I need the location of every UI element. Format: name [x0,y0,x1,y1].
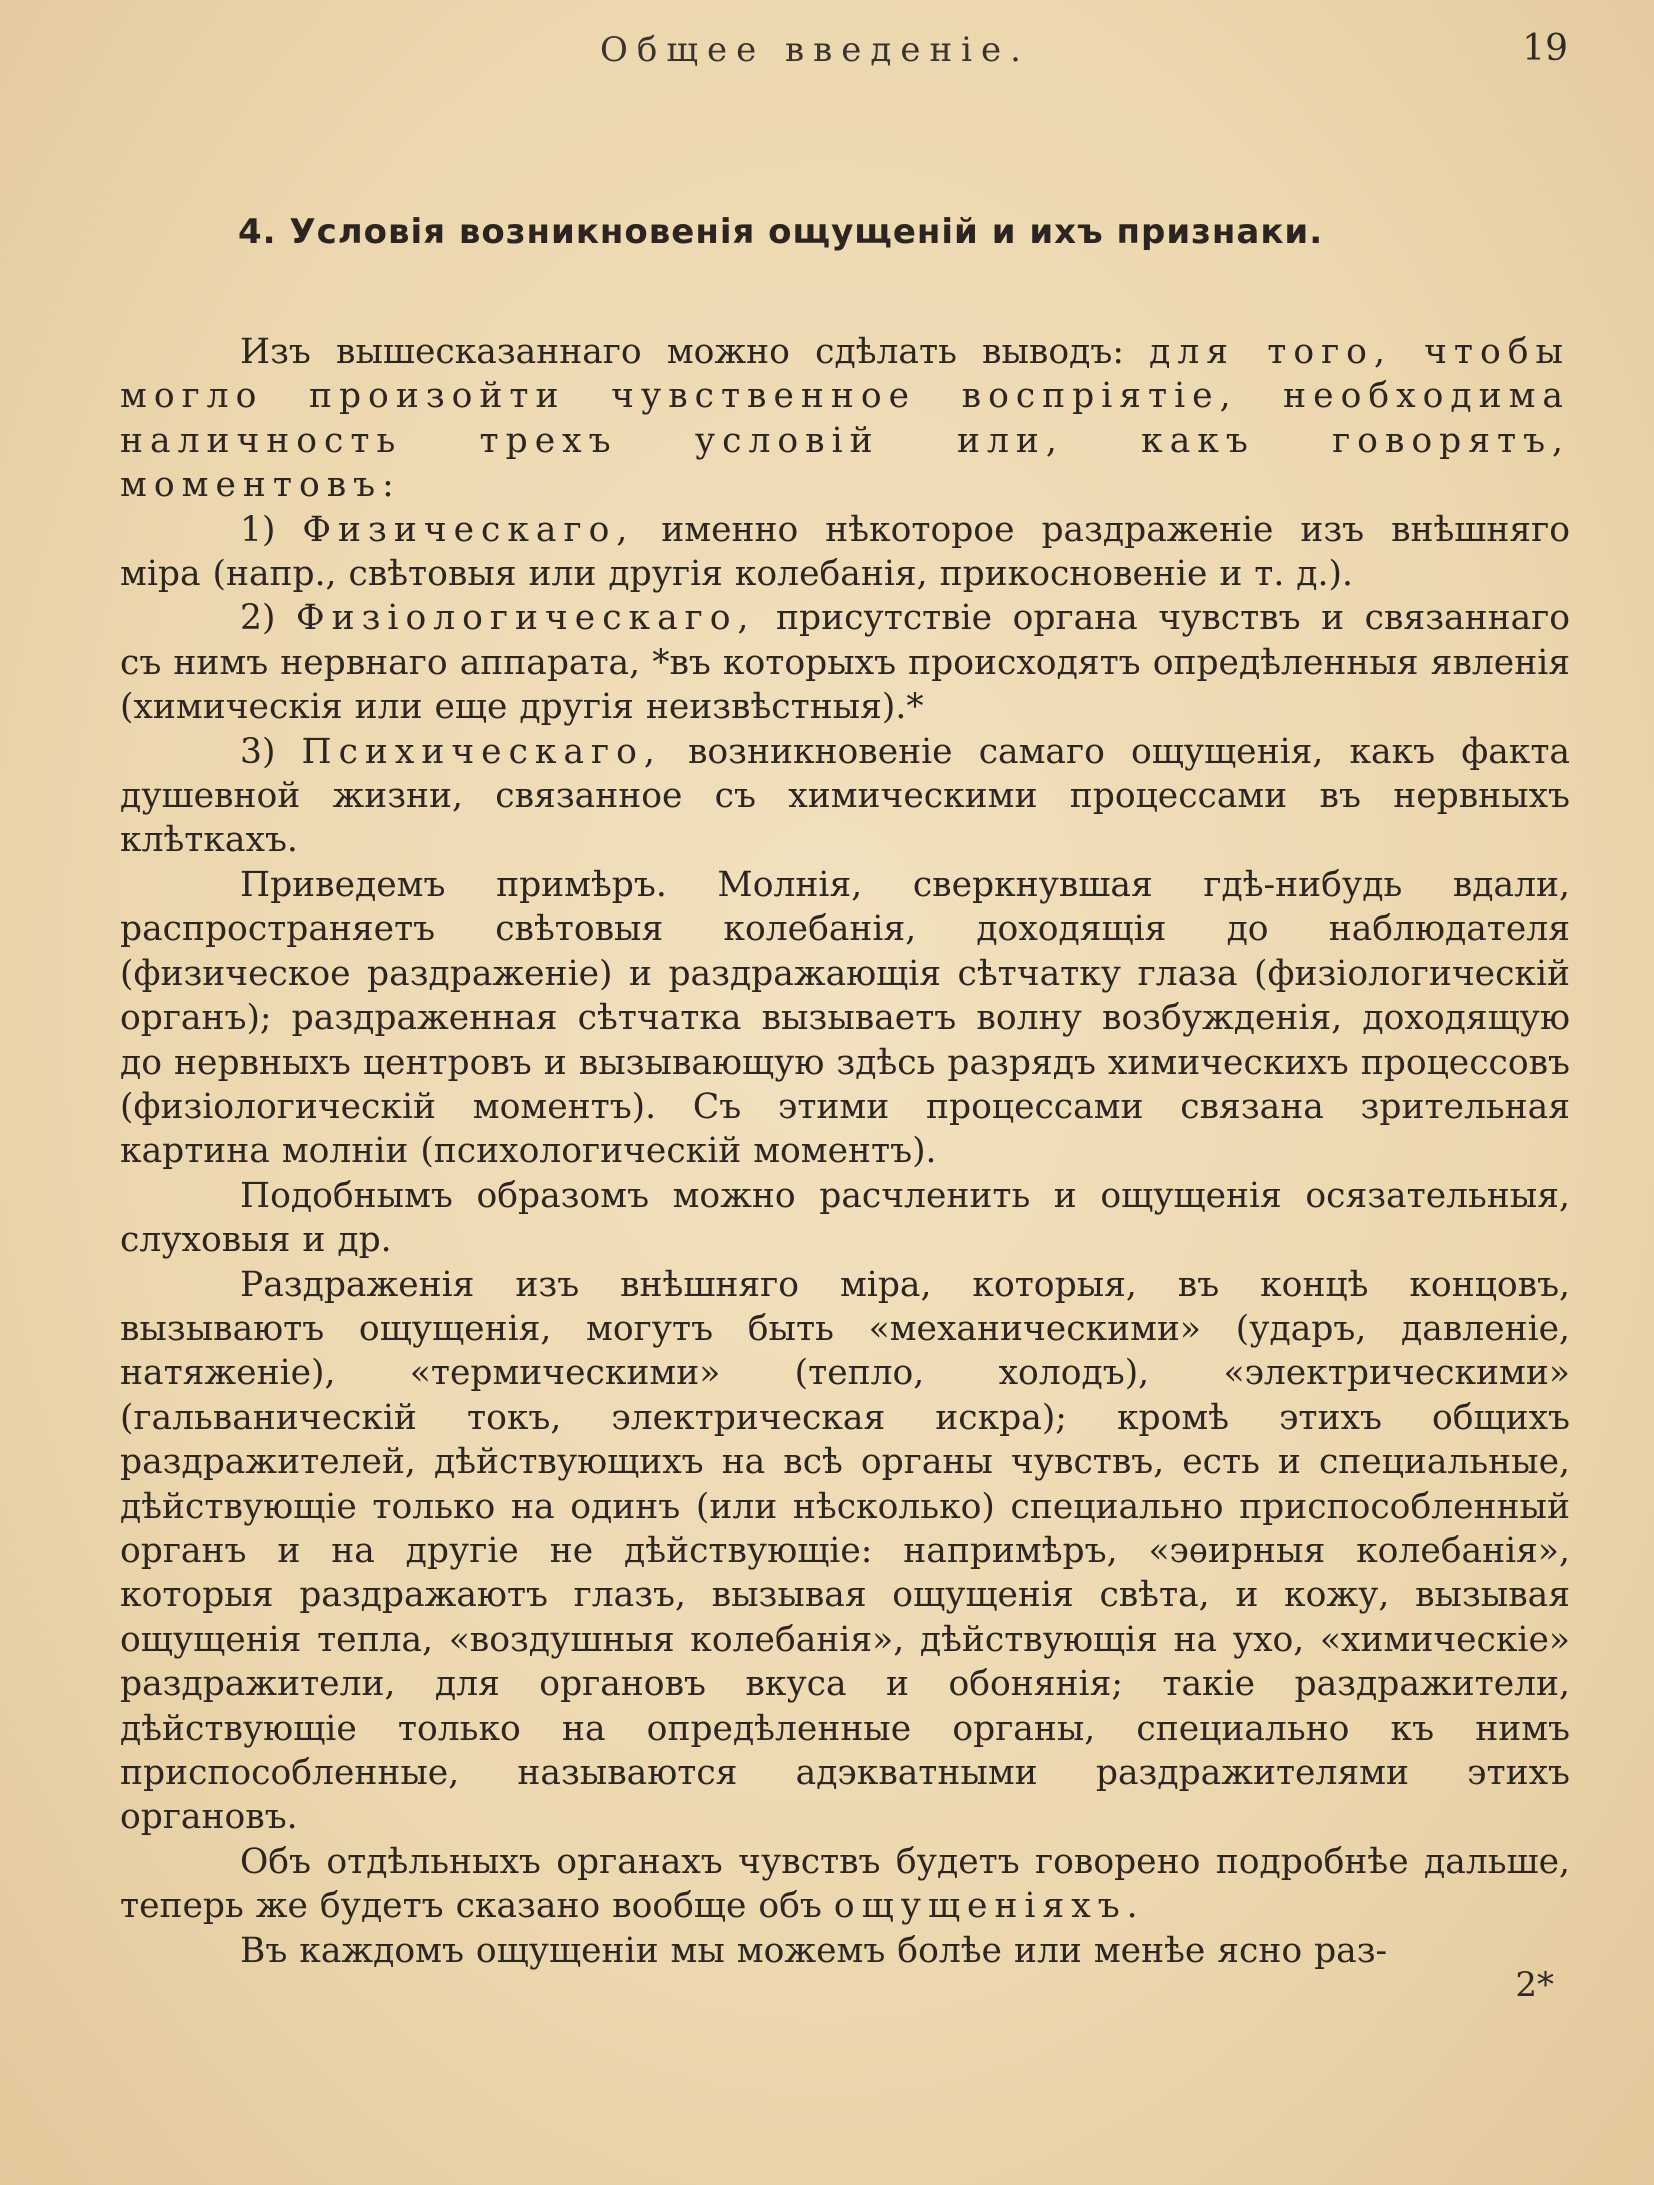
paragraph-conditions-intro [120,330,1570,508]
paragraph-text: Раздраженія изъ внѣшняго міра, которыя, въ концѣ концовъ, вызываютъ ощущенія, могутъ быть «механическими» (ударъ, давленіе, натяженіе), «термическими» (тепло, холодъ), «электрическими» (гальваническій токъ, электрическая искра); кромѣ этихъ общихъ раздражителей, дѣйствующихъ на всѣ органы чувствъ, есть и специальные, дѣйствующіе только на одинъ (или нѣсколько) специально приспособленный органъ и на другіе не дѣйствующіе: напримѣръ, «эѳирныя колебанія», которыя раздражаютъ глазъ, вызывая ощущенія свѣта, и кожу, вызывая ощущенія тепла, «воздушныя колебанія», дѣйствующія на ухо, «химическіе» раздражители, для органовъ вкуса и обонянія; такіе раздражители, дѣйствующіе только на опредѣленные органы, специально къ нимъ приспособленные, называются адэкватными раздражителями этихъ органовъ. [120,1264,1570,1838]
paragraph-sense-organs [120,1840,1570,1929]
list-number: 1) [240,509,303,550]
paragraph-text: Подобнымъ образомъ можно расчленить и ощущенія осязательныя, слуховыя и др. [120,1175,1570,1261]
paragraph-psychic-moment [120,730,1570,863]
paragraph-physiological-moment [120,596,1570,729]
paragraph-lightning-example [120,863,1570,1174]
paragraph-text: Объ отдѣльныхъ органахъ чувствъ будетъ говорено подробнѣе дальше, теперь же будетъ сказано вообще объ [120,1841,1570,1927]
spaced-emphasis: Психическаго, [301,731,662,772]
running-title: Общее введеніе. [600,30,1030,70]
spaced-emphasis: Физическаго, [302,509,635,550]
paragraph-physical-moment [120,508,1570,597]
list-number: 3) [240,731,302,772]
paragraph-text: Изъ вышесказаннаго можно сдѣлать выводъ: [240,332,1150,372]
spaced-emphasis: ощущеніяхъ. [833,1886,1145,1927]
spaced-emphasis: для того, чтобы могло произойти чувственное воспріятіе, необходима наличность трехъ условій или, какъ говорятъ, моментовъ: [120,332,1571,506]
paragraph-other-senses [120,1174,1570,1263]
signature-mark: 2* [1515,1965,1554,2005]
paragraph-continuation [120,1929,1570,1973]
paragraph-text: Въ каждомъ ощущеніи мы можемъ болѣе или менѣе ясно раз- [240,1930,1388,1971]
spaced-emphasis: Физіологическаго, [295,598,756,639]
page-number: 19 [1522,28,1568,69]
paragraph-text: возникновеніе самаго ощущенія, какъ факта душевной жизни, связанное съ химическими процессами въ нервныхъ клѣткахъ. [120,731,1570,861]
paragraph-stimuli [120,1263,1570,1840]
section-heading: 4. Условія возникновенія ощущеній и ихъ признаки. [238,212,1324,252]
list-number: 2) [240,598,296,639]
paragraph-text: именно нѣкоторое раздраженіе изъ внѣшняго міра (напр., свѣтовыя или другія колебанія, прикосновеніе и т. д.). [120,509,1570,595]
body-text [120,330,1570,1973]
paragraph-text: Приведемъ примѣръ. Молнія, сверкнувшая гдѣ-нибудь вдали, распространяетъ свѣтовыя колебанія, доходящія до наблюдателя (физическое раздраженіе) и раздражающія сѣтчатку глаза (физіологическій органъ); раздраженная сѣтчатка вызываетъ волну возбужденія, доходящую до нервныхъ центровъ и вызывающую здѣсь разрядъ химическихъ процессовъ (физіологическій моментъ). Съ этими процессами связана зрительная картина молніи (психологическій моментъ). [120,864,1570,1172]
paragraph-text: присутствіе органа чувствъ и связаннаго съ нимъ нервнаго аппарата, *въ которыхъ происходятъ опредѣленныя явленія (химическія или еще другія неизвѣстныя).* [120,598,1570,728]
